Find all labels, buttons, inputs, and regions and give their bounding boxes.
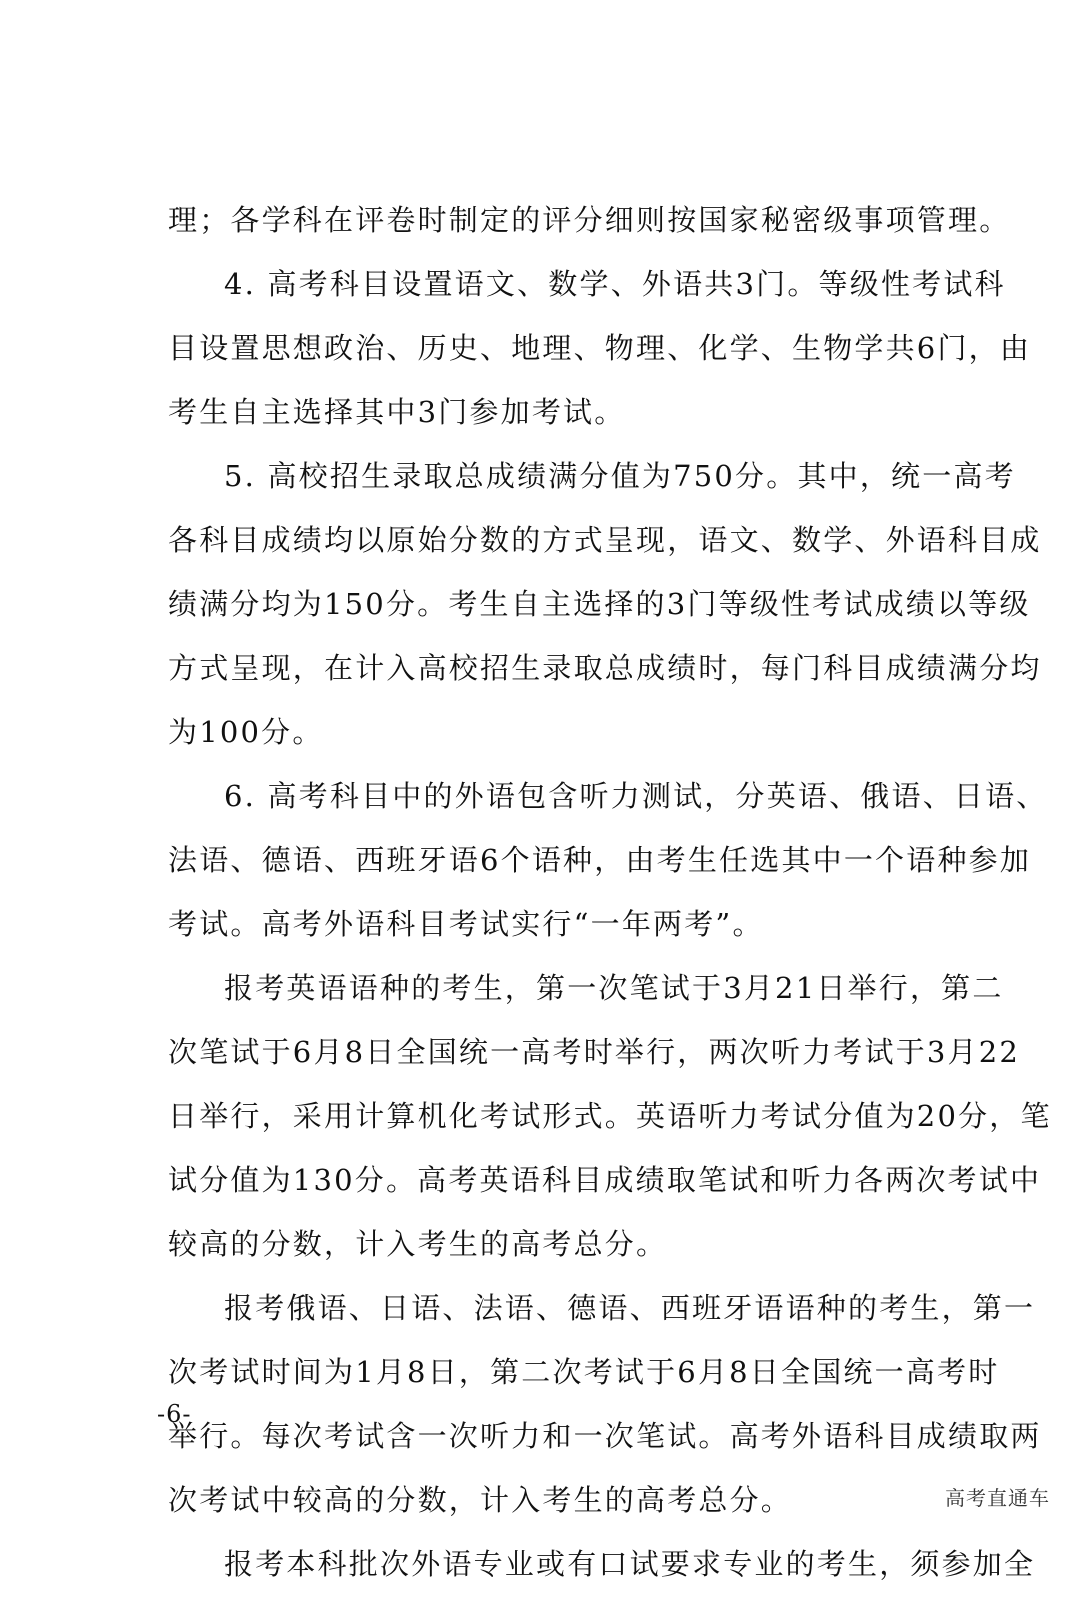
text-line: 次笔试于6月8日全国统一高考时举行，两次听力考试于3月22 xyxy=(168,1035,1021,1069)
text-line: 目设置思想政治、历史、地理、物理、化学、生物学共6门，由 xyxy=(168,331,1032,365)
text-line: 4. 高考科目设置语文、数学、外语共3门。等级性考试科 xyxy=(224,267,1006,301)
text-line: 方式呈现，在计入高校招生录取总成绩时，每门科目成绩满分均 xyxy=(168,651,1042,685)
text-line: 考试。高考外语科目考试实行“一年两考”。 xyxy=(168,907,764,941)
text-line: 举行。每次考试含一次听力和一次笔试。高考外语科目成绩取两 xyxy=(168,1419,1042,1453)
page-number: -6- xyxy=(157,1400,192,1428)
text-line: 试分值为130分。高考英语科目成绩取笔试和听力各两次考试中 xyxy=(168,1163,1042,1197)
text-line: 理；各学科在评卷时制定的评分细则按国家秘密级事项管理。 xyxy=(168,203,1011,237)
text-line: 为100分。 xyxy=(168,715,324,749)
text-line: 日举行，采用计算机化考试形式。英语听力考试分值为20分，笔 xyxy=(168,1099,1052,1133)
text-line: 次考试中较高的分数，计入考生的高考总分。 xyxy=(168,1483,793,1517)
text-line: 报考本科批次外语专业或有口试要求专业的考生，须参加全 xyxy=(224,1547,1036,1581)
text-line: 报考英语语种的考生，第一次笔试于3月21日举行，第二 xyxy=(224,971,1004,1005)
text-line: 绩满分均为150分。考生自主选择的3门等级性考试成绩以等级 xyxy=(168,587,1031,621)
text-line: 较高的分数，计入考生的高考总分。 xyxy=(168,1227,668,1261)
text-line: 考生自主选择其中3门参加考试。 xyxy=(168,395,626,429)
text-line: 报考俄语、日语、法语、德语、西班牙语语种的考生，第一 xyxy=(224,1291,1036,1325)
text-line: 5. 高校招生录取总成绩满分值为750分。其中，统一高考 xyxy=(224,459,1016,493)
text-line: 次考试时间为1月8日，第二次考试于6月8日全国统一高考时 xyxy=(168,1355,1000,1389)
text-line: 各科目成绩均以原始分数的方式呈现，语文、数学、外语科目成 xyxy=(168,523,1042,557)
text-line: 6. 高考科目中的外语包含听力测试，分英语、俄语、日语、 xyxy=(224,779,1048,813)
source-watermark: 高考直通车 xyxy=(945,1486,1050,1510)
text-line: 法语、德语、西班牙语6个语种，由考生任选其中一个语种参加 xyxy=(168,843,1032,877)
